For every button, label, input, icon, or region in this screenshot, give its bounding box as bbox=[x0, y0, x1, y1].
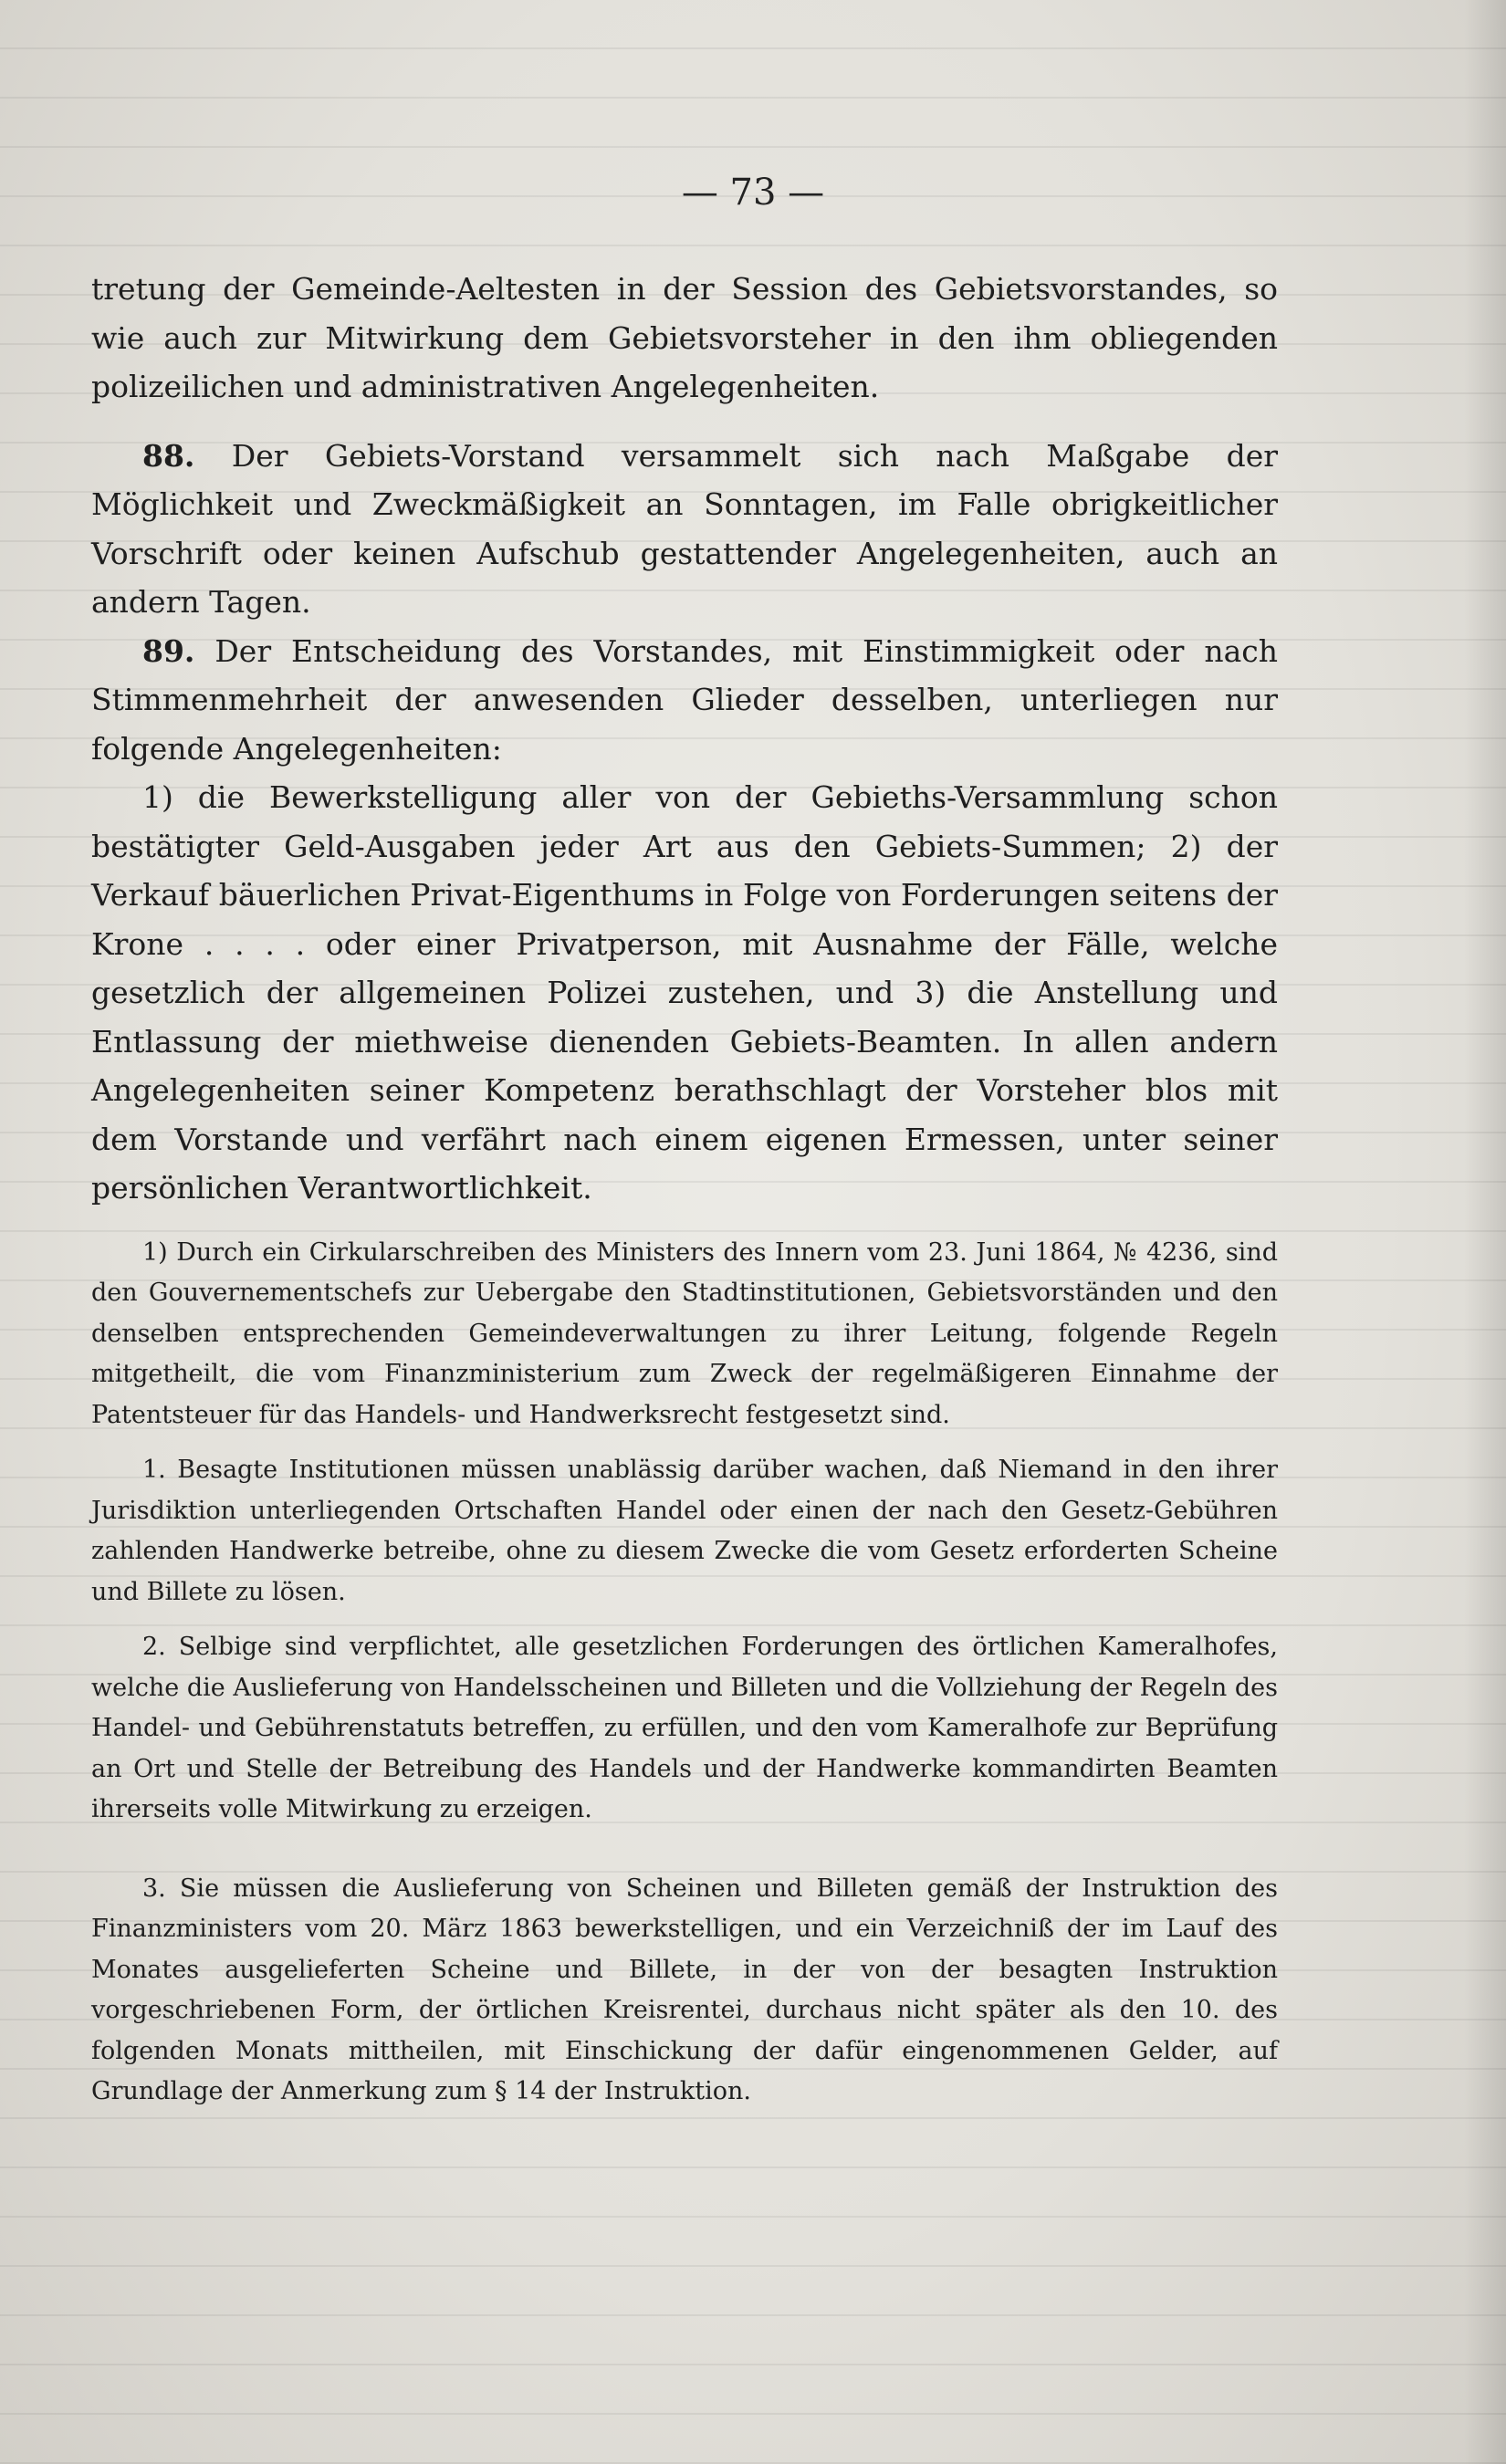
main-text bbox=[91, 265, 1278, 1213]
footnote-item-2: 2. Selbige sind verpflichtet, alle gesetzlichen Forderungen des örtlichen Kameralhofes, welche die Auslieferung von Handelsscheinen und Billeten und die Vollziehung der Regeln des Handel- und Gebührenstatuts betreffen, zu erfüllen, und den vom Kameralhofe zur Beprüfung an Ort und Stelle der Betreibung des Handels und der Handwerke kommandirten Beamten ihrerseits volle Mitwirkung zu erzeigen. bbox=[91, 1633, 1278, 1823]
section-89-list: 1) die Bewerkstelligung aller von der Gebieths-Versammlung schon bestätigter Geld-Ausgaben jeder Art aus den Gebiets-Summen; 2) der Verkauf bäuerlichen Privat-Eigenthums in Folge von Forderungen seitens der Krone . . . . oder einer Privatperson, mit Ausnahme der Fälle, welche gesetzlich der allgemeinen Polizei zustehen, und 3) die Anstellung und Entlassung der miethweise dienenden Gebiets-Beamten. In allen andern Angelegenheiten seiner Kompetenz berathschlagt der Vorsteher blos mit dem Vorstande und verfährt nach einem eigenen Ermessen, unter seiner persönlichen Verantwortlichkeit. bbox=[91, 779, 1278, 1206]
continuation-paragraph: tretung der Gemeinde-Aeltesten in der Session des Gebietsvorstandes, so wie auch zur Mitwirkung dem Gebietsvorsteher in den ihm obliegenden polizeilichen und administrativen Angelegenheiten. bbox=[91, 271, 1278, 404]
text-block bbox=[91, 265, 1278, 2113]
footnote-1: 1) Durch ein Cirkularschreiben des Ministers des Innern vom 23. Juni 1864, № 4236, sind den Gouvernementschefs zur Uebergabe den Stadtinstitutionen, Gebietsvorständen und den denselben entsprechenden Gemeindeverwaltungen zu ihrer Leitung, folgende Regeln mitgetheilt, die vom Finanzministerium zum Zweck der regelmäßigeren Einnahme der Patentsteuer für das Handels- und Handwerksrecht festgesetzt sind. bbox=[91, 1237, 1278, 1429]
footnotes bbox=[91, 1233, 1278, 2113]
footnote-item-1: 1. Besagte Institutionen müssen unablässig darüber wachen, daß Niemand in den ihrer Jurisdiktion unterliegenden Ortschaften Handel oder einen der nach den Gesetz-Gebühren zahlenden Handwerke betreibe, ohne zu diesem Zwecke die vom Gesetz erforderten Scheine und Billete zu lösen. bbox=[91, 1456, 1278, 1606]
section-88 bbox=[91, 432, 1278, 627]
section-88-text: Der Gebiets-Vorstand versammelt sich nach Maßgabe der Möglichkeit und Zweckmäßigkeit an Sonntagen, im Falle obrigkeitlicher Vorschrift oder keinen Aufschub gestattender Angelegenheiten, auch an andern Tagen. bbox=[91, 437, 1279, 620]
binding-shadow bbox=[1464, 0, 1506, 2464]
section-number-88: 88. bbox=[142, 437, 195, 474]
footnote-item-3: 3. Sie müssen die Auslieferung von Scheinen und Billeten gemäß der Instruktion des Finanzministers vom 20. März 1863 bewerkstelligen, und ein Verzeichniß der im Lauf des Monates ausgelieferten Scheine und Billete, in der von der besagten Instruktion vorgeschriebenen Form, der örtlichen Kreisrentei, durchaus nicht später als den 10. des folgenden Monats mittheilen, mit Einschickung der dafür eingenommenen Gelder, auf Grundlage der Anmerkung zum § 14 der Instruktion. bbox=[91, 1874, 1278, 2105]
section-89-text: Der Entscheidung des Vorstandes, mit Einstimmigkeit oder nach Stimmenmehrheit der anwesenden Glieder desselben, unterliegen nur folgende Angelegenheiten: bbox=[91, 632, 1279, 767]
section-89 bbox=[91, 627, 1278, 774]
section-number-89: 89. bbox=[142, 632, 195, 669]
page-number: — 73 — bbox=[681, 172, 825, 214]
